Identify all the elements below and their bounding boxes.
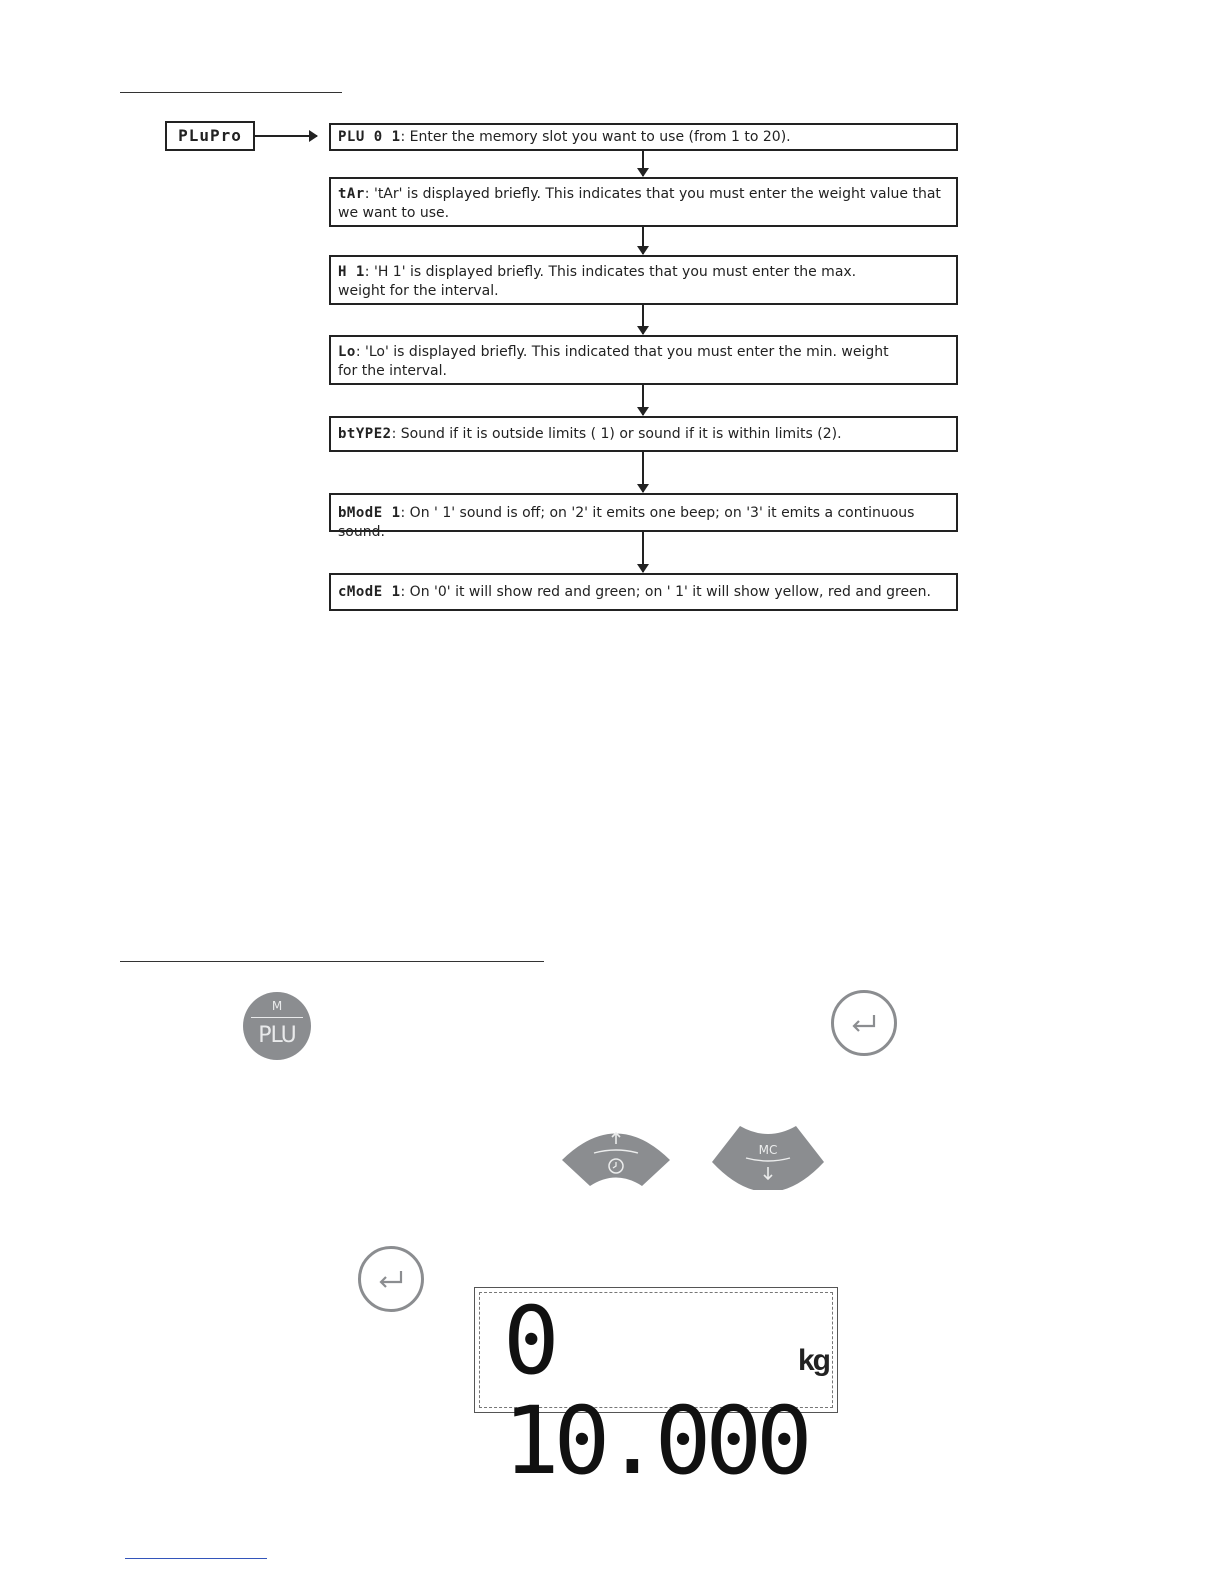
section-rule-middle [120,961,544,962]
enter-icon [361,1249,421,1309]
step-code: bModE 1 [338,505,401,521]
section-rule-top [120,92,342,93]
enter-icon [834,993,894,1053]
flow-arrow-1 [642,151,644,176]
plu-key-m-label: M [271,999,283,1013]
mc-down-key[interactable] [710,1122,826,1190]
flow-start-box: PLuPro [165,121,255,151]
plu-key-divider [251,1017,303,1018]
flow-arrow-start [255,135,317,137]
flow-arrow-6 [642,532,644,572]
flow-arrow-4 [642,385,644,415]
flow-step-lo [329,335,958,385]
step-code: btYPE2 [338,426,392,442]
step-text: : Enter the memory slot you want to use (from 1 to 20). [400,129,791,145]
step-code: H 1 [338,264,365,280]
plu-key[interactable] [243,992,311,1060]
mc-key-label: MC [758,1143,778,1157]
flow-step-tar [329,177,958,227]
step-text: : 'Lo' is displayed briefly. This indicated that you must enter the min. weight for the interval. [338,344,889,379]
flow-step-cmode [329,573,958,611]
flow-arrow-3 [642,305,644,334]
step-code: Lo [338,344,356,360]
step-code: tAr [338,186,365,202]
footer-link-rule [125,1558,267,1559]
flow-step-btype [329,416,958,452]
step-text: : 'H 1' is displayed briefly. This indicates that you must enter the max. weight for the interval. [338,264,857,299]
up-clock-key[interactable] [560,1125,672,1189]
step-code: PLU 0 1 [338,129,401,145]
enter-key-bottom[interactable] [358,1246,424,1312]
lcd-display [474,1287,838,1496]
lcd-value: 0 10.000 [503,1287,807,1496]
enter-key-top[interactable] [831,990,897,1056]
step-text: : 'tAr' is displayed briefly. This indicates that you must enter the weight value that we want to use. [338,186,941,221]
flow-arrow-5 [642,452,644,492]
flow-step-hi [329,255,958,305]
step-text: : Sound if it is outside limits ( 1) or sound if it is within limits (2). [391,426,842,442]
step-text: : On '0' it will show red and green; on ' 1' it will show yellow, red and green. [400,584,931,600]
plu-key-label: PLU [258,1023,296,1048]
flow-step-plu [329,123,958,151]
lcd-unit: kg [797,1344,829,1377]
flow-step-bmode [329,493,958,540]
step-text: : On ' 1' sound is off; on '2' it emits one beep; on '3' it emits a continuous sound. [338,505,915,540]
flow-arrow-2 [642,227,644,254]
step-code: cModE 1 [338,584,401,600]
